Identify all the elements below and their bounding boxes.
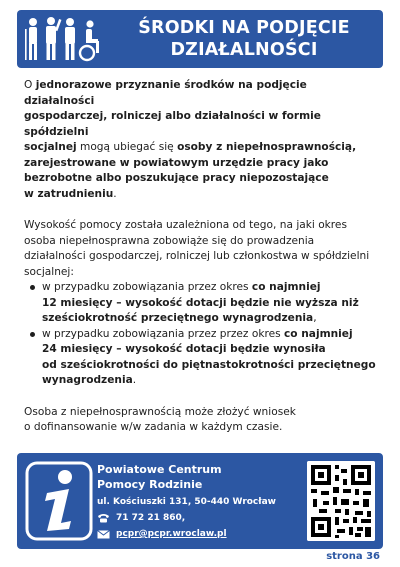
- info-icon: [25, 461, 93, 541]
- main-content: [24, 78, 380, 436]
- intro-paragraph: O jednorazowe przyznanie środków na podjęcie działalności gospodarczej, rolniczej albo działalności w formie spółdzielni socjalnej mogą ubiegać się osoby z niepełnosprawnością, zarejestrowane w powiatowym urzędzie pracy jako bezrobotne albo poszukujące pracy niepozostające w zatrudnieniu.: [24, 79, 357, 200]
- qr-code-icon: [307, 461, 375, 541]
- list-item: w przypadku zobowiązania przez okres co najmniej 12 miesięcy – wysokość dotacji będzie nie wyższa niż sześciokrotność przeciętnego wynagrodzenia,: [24, 280, 380, 327]
- contact-footer: [17, 453, 383, 549]
- org-name-line1: Powiatowe Centrum: [97, 463, 222, 476]
- org-phone[interactable]: 71 72 21 860,: [116, 513, 186, 523]
- mail-icon: [97, 530, 110, 539]
- closing-paragraph: Osoba z niepełnosprawnością może złożyć wniosek o dofinansowanie w/w zadania w każdym czasie.: [24, 405, 296, 433]
- page-number: strona 36: [326, 551, 380, 562]
- phone-icon: [97, 513, 110, 523]
- page-title-line1: ŚRODKI NA PODJĘCIE: [138, 18, 350, 38]
- org-email-link[interactable]: pcpr@pcpr.wroclaw.pl: [116, 529, 227, 539]
- amount-paragraph: Wysokość pomocy została uzależniona od tego, na jaki okres osoba niepełnosprawna zobowiąże się do prowadzenia działalności gospodarczej, rolniczej lub członkostwa w spółdzielni socjalnej:: [24, 219, 370, 278]
- people-disability-icon: [24, 16, 102, 62]
- org-address: ul. Kościuszki 131, 50-440 Wrocław: [97, 497, 276, 507]
- page-title-line2: DZIAŁALNOŚCI: [170, 40, 318, 60]
- list-item: w przypadku zobowiązania przez przez okres co najmniej 24 miesięcy – wysokość dotacji będzie wynosiła od sześciokrotności do piętnastokrotności przeciętnego wynagrodzenia.: [24, 327, 380, 389]
- org-name-line2: Pomocy Rodzinie: [97, 478, 203, 491]
- conditions-list: [24, 280, 380, 389]
- page-header: [17, 10, 383, 68]
